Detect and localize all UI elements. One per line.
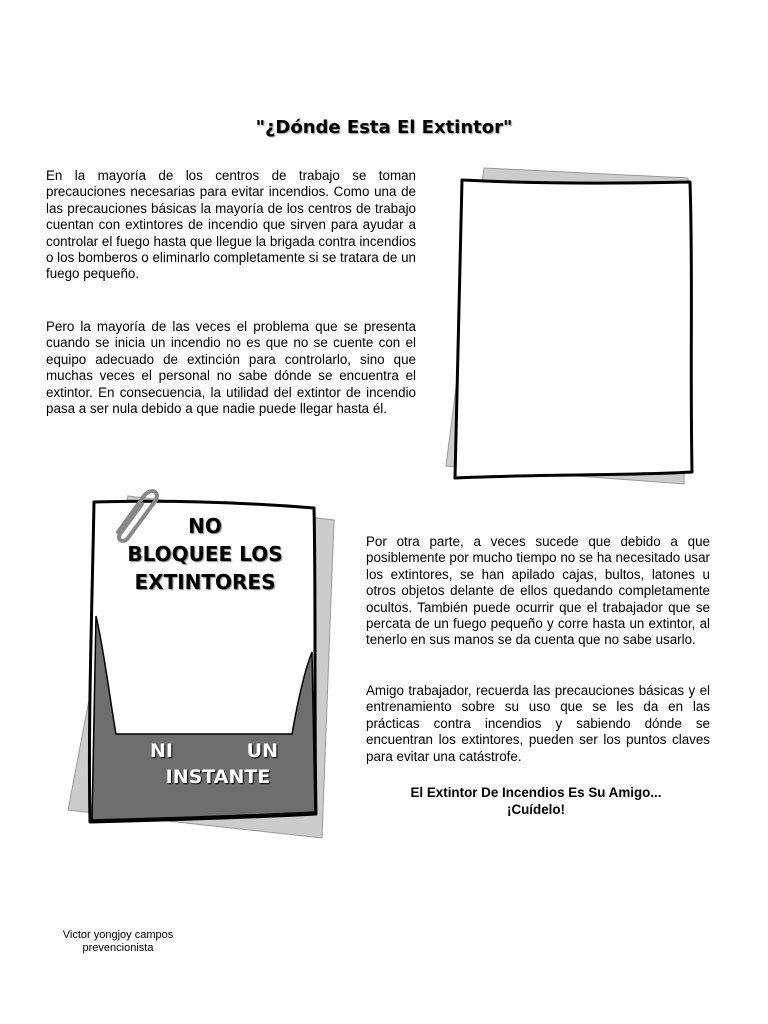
- paragraph-problem: Pero la mayoría de las veces el problema que se presenta cuando se inicia un incendio no es que no se cuente con el equipo adecuado de extinción para controlarlo, sino que muchas veces el personal no sabe dónde se encuentra el extintor. En consecuencia, la utilidad del extintor de incendio pasa a ser nula debido a que nadie puede llegar hasta él.: [46, 319, 416, 417]
- paragraph-advice: Amigo trabajador, recuerda las precauciones básicas y el entrenamiento sobre su uso que se les da en las prácticas contra incendios y sabiendo dónde se encuentran los extintores, pueden ser los puntos claves para evitar una catástrofe.: [366, 683, 710, 764]
- sign-footer-word-2: UN: [246, 740, 278, 762]
- sign-heading-line-3: EXTINTORES: [134, 570, 276, 594]
- sign-heading-line-2: BLOQUEE LOS: [127, 542, 283, 566]
- sign-footer-word-1: NI: [150, 740, 173, 762]
- sign-footer: [120, 738, 300, 790]
- author-role: prevencionista: [82, 941, 154, 954]
- paragraph-obstruction: Por otra parte, a veces sucede que debido a que posiblemente por mucho tiempo no se ha necesitado usar los extintores, se han apilado cajas, bultos, latones u otros objetos delante de ellos quedando completamente ocultos. También puede ocurrir que el trabajador que se percata de un fuego pequeño y corre hasta un extintor, al tenerlo en sus manos se da cuenta que no sabe usarlo.: [366, 534, 710, 648]
- sign-heading-line-1: NO: [188, 514, 222, 538]
- sign-footer-line-2: INSTANTE: [165, 766, 271, 788]
- closing-statement: [366, 784, 706, 818]
- closing-line-2: ¡Cuídelo!: [506, 802, 565, 817]
- sign-heading: [100, 512, 310, 596]
- author-name: Victor yongjoy campos: [62, 929, 174, 941]
- closing-line-1: El Extintor De Incendios Es Su Amigo...: [410, 785, 662, 800]
- page-title: "¿Dónde Esta El Extintor": [255, 117, 513, 138]
- blank-image-frame: [455, 180, 692, 478]
- paragraph-intro: En la mayoría de los centros de trabajo se toman precauciones necesarias para evitar incendios. Como una de las precauciones básicas la mayoría de los centros de trabajo cuentan con extintores de incendio que sirven para ayudar a controlar el fuego hasta que llegue la brigada contra incendios o los bomberos o eliminarlo completamente si se tratara de un fuego pequeño.: [46, 168, 416, 282]
- author-signature: [48, 929, 188, 954]
